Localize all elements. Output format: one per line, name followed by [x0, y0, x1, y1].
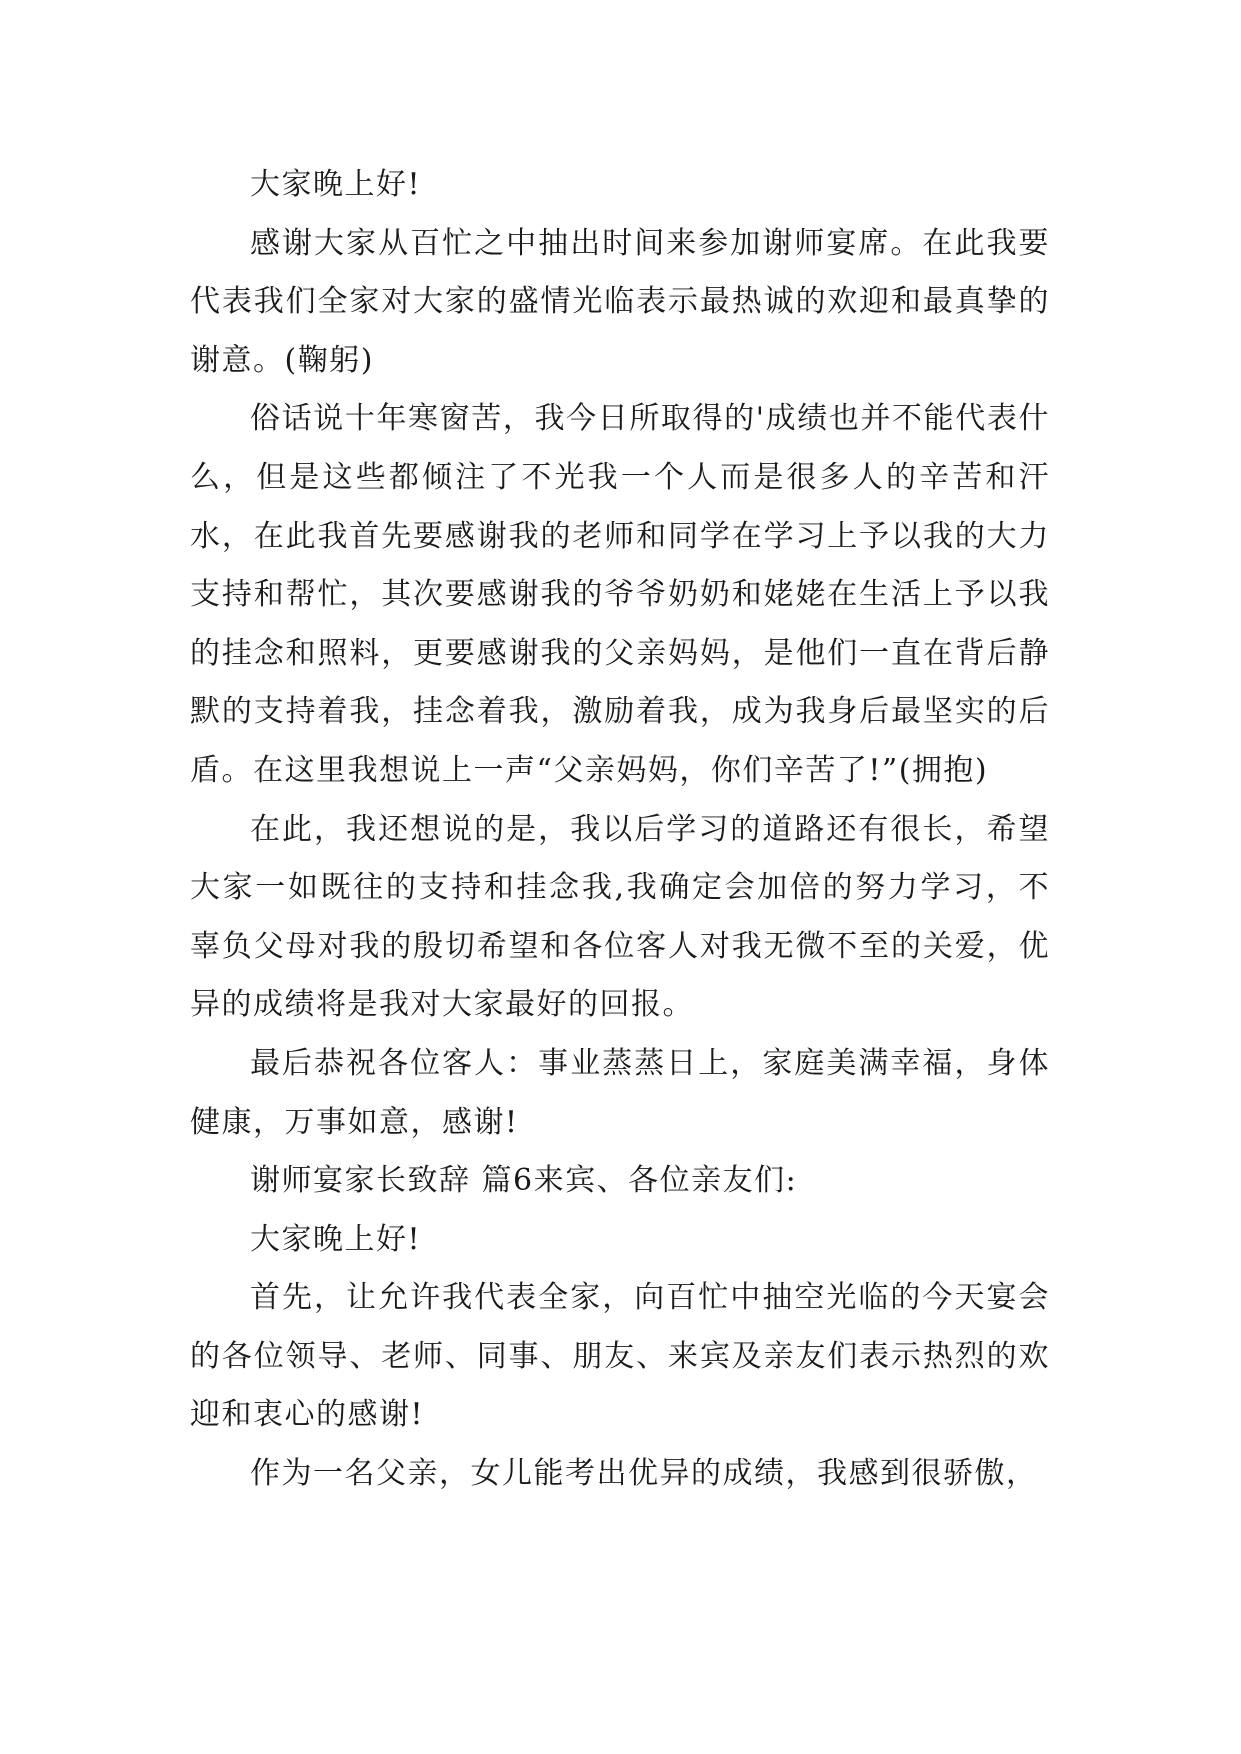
paragraph-welcome: 首先，让允许我代表全家，向百忙中抽空光临的今天宴会的各位领导、老师、同事、朋友、来宾及亲友们表示热烈的欢迎和衷心的感谢! [190, 1280, 1050, 1433]
paragraph-thanks: 感谢大家从百忙之中抽出时间来参加谢师宴席。在此我要代表我们全家对大家的盛情光临表示最热诚的欢迎和最真挚的谢意。(鞠躬) [190, 225, 1050, 378]
paragraph-gratitude: 俗话说十年寒窗苦，我今日所取得的'成绩也并不能代表什么，但是这些都倾注了不光我一个人而是很多人的辛苦和汗水，在此我首先要感谢我的老师和同学在学习上予以我的大力支持和帮忙，其次要感谢我的爷爷奶奶和姥姥在生活上予以我的挂念和照料，更要感谢我的父亲妈妈，是他们一直在背后静默的支持着我，挂念着我，激励着我，成为我身后最坚实的后盾。在这里我想说上一声“父亲妈妈，你们辛苦了!”(拥抱) [190, 401, 1050, 788]
paragraph-future: 在此，我还想说的是，我以后学习的道路还有很长，希望大家一如既往的支持和挂念我,我确定会加倍的努力学习，不辜负父母对我的殷切希望和各位客人对我无微不至的关爱，优异的成绩将是我对大家最好的回报。 [190, 811, 1050, 1023]
document-body [190, 156, 1050, 1504]
paragraph-greeting: 大家晚上好! [250, 167, 422, 202]
section-heading: 谢师宴家长致辞 篇6来宾、各位亲友们: [250, 1163, 798, 1199]
paragraph-wishes: 最后恭祝各位客人：事业蒸蒸日上，家庭美满幸福，身体健康，万事如意，感谢! [190, 1045, 1050, 1140]
paragraph-father: 作为一名父亲，女儿能考出优异的成绩，我感到很骄傲， [250, 1456, 1038, 1492]
paragraph-greeting-2: 大家晚上好! [250, 1221, 422, 1257]
